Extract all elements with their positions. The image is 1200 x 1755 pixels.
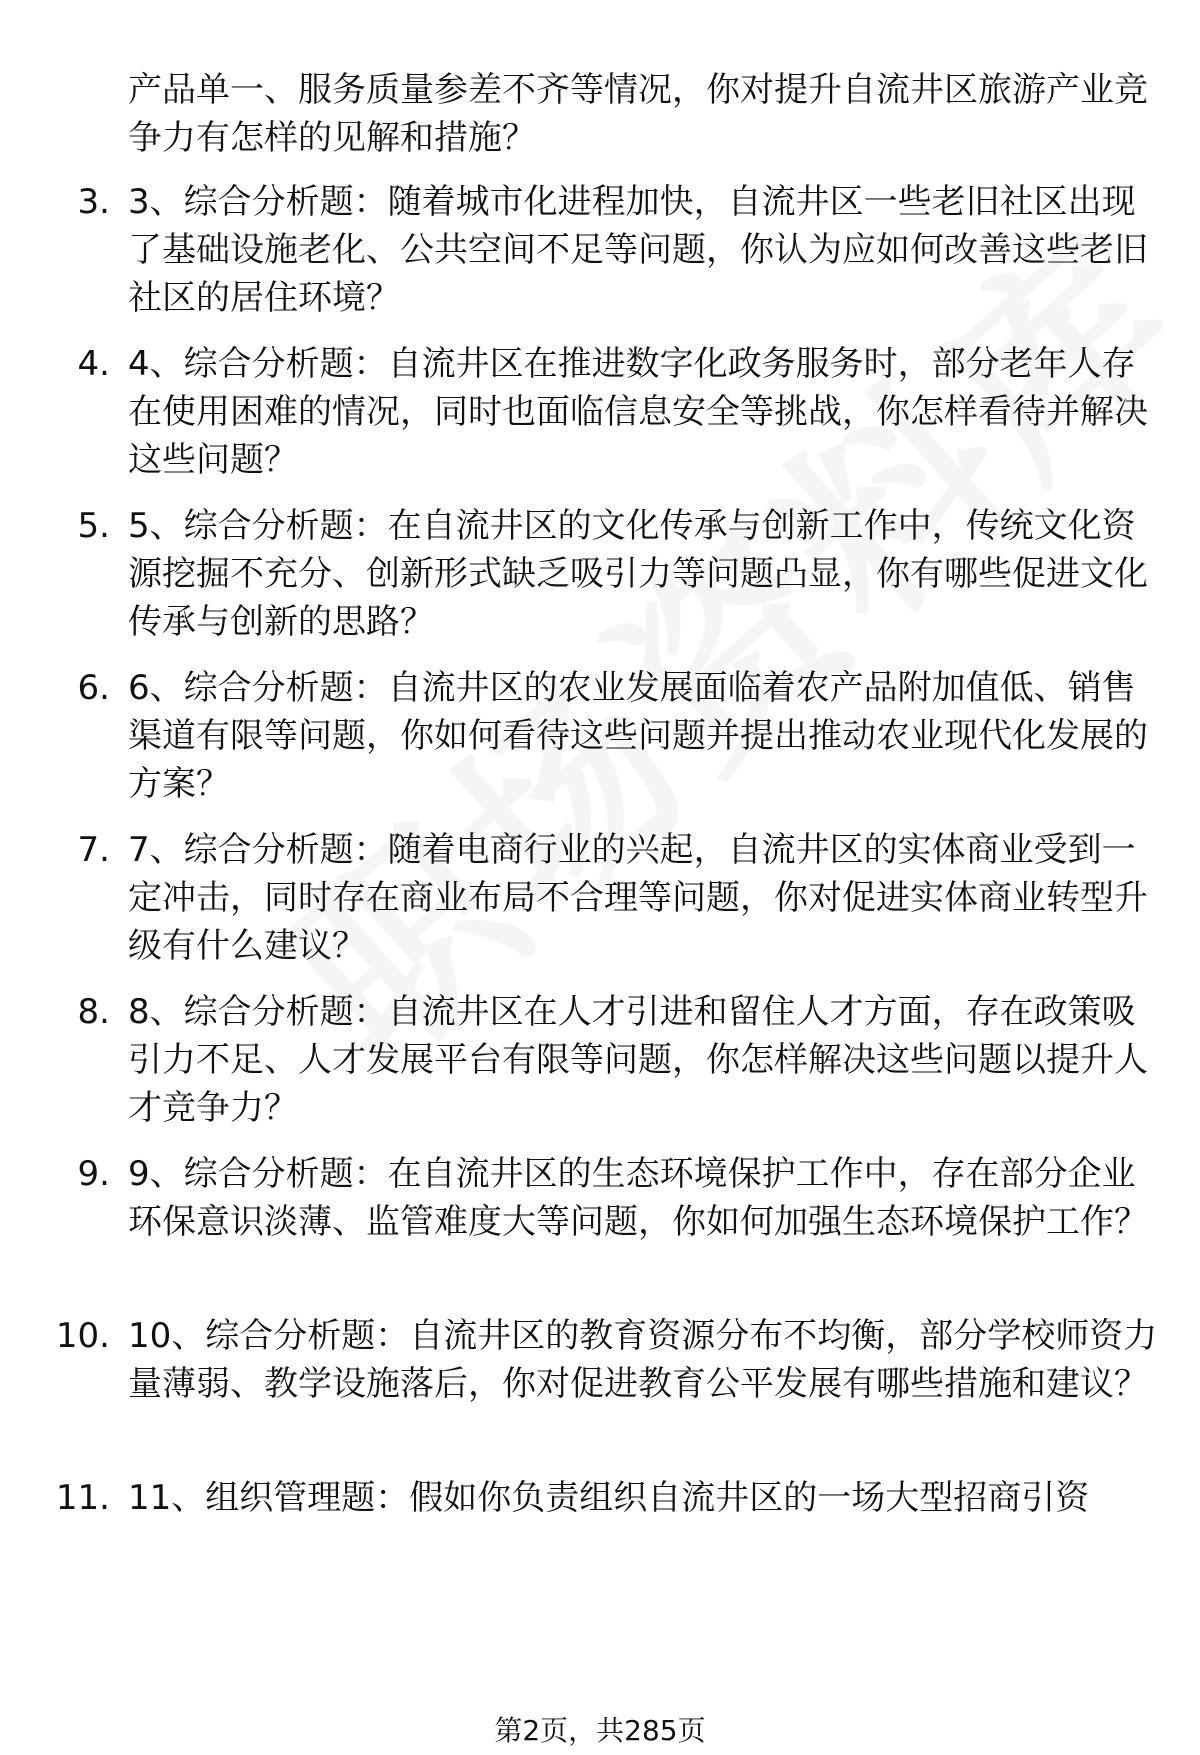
continuation-paragraph: 产品单一、服务质量参差不齐等情况，你对提升自流井区旅游产业竞争力有怎样的见解和措施？ xyxy=(128,70,1148,158)
item-text: 10、综合分析题：自流井区的教育资源分布不均衡，部分学校师资力量薄弱、教学设施落后，你对促进教育公平发展有哪些措施和建议？ xyxy=(128,1316,1158,1404)
item-number: 10. xyxy=(55,1316,110,1356)
item-text: 11、组织管理题：假如你负责组织自流井区的一场大型招商引资 xyxy=(128,1478,1090,1518)
item-text: 6、综合分析题：自流井区的农业发展面临着农产品附加值低、销售渠道有限等问题，你如何看待这些问题并提出推动农业现代化发展的方案？ xyxy=(128,668,1148,804)
item-number: 7. xyxy=(77,830,110,870)
item-text: 8、综合分析题：自流井区在人才引进和留住人才方面，存在政策吸引力不足、人才发展平台有限等问题，你怎样解决这些问题以提升人才竞争力？ xyxy=(128,992,1148,1128)
item-number: 9. xyxy=(77,1154,110,1194)
item-number: 6. xyxy=(77,668,110,708)
list-item xyxy=(0,1474,1200,1666)
item-number: 11. xyxy=(55,1478,110,1518)
item-number: 5. xyxy=(77,506,110,546)
item-text: 9、综合分析题：在自流井区的生态环境保护工作中，存在部分企业环保意识淡薄、监管难度大等问题，你如何加强生态环境保护工作？ xyxy=(128,1154,1148,1242)
item-number: 3. xyxy=(77,182,110,222)
item-text: 5、综合分析题：在自流井区的文化传承与创新工作中，传统文化资源挖掘不充分、创新形式缺乏吸引力等问题凸显，你有哪些促进文化传承与创新的思路？ xyxy=(128,506,1148,642)
item-number: 8. xyxy=(77,992,110,1032)
item-text: 4、综合分析题：自流井区在推进数字化政务服务时，部分老年人存在使用困难的情况，同时也面临信息安全等挑战，你怎样看待并解决这些问题？ xyxy=(128,344,1148,480)
item-text: 3、综合分析题：随着城市化进程加快，自流井区一些老旧社区出现了基础设施老化、公共空间不足等问题，你认为应如何改善这些老旧社区的居住环境？ xyxy=(128,182,1148,318)
item-number: 4. xyxy=(77,344,110,384)
page-footer: 第2页，共285页 xyxy=(494,1714,706,1747)
item-text: 7、综合分析题：随着电商行业的兴起，自流井区的实体商业受到一定冲击，同时存在商业布局不合理等问题，你对促进实体商业转型升级有什么建议？ xyxy=(128,830,1148,966)
